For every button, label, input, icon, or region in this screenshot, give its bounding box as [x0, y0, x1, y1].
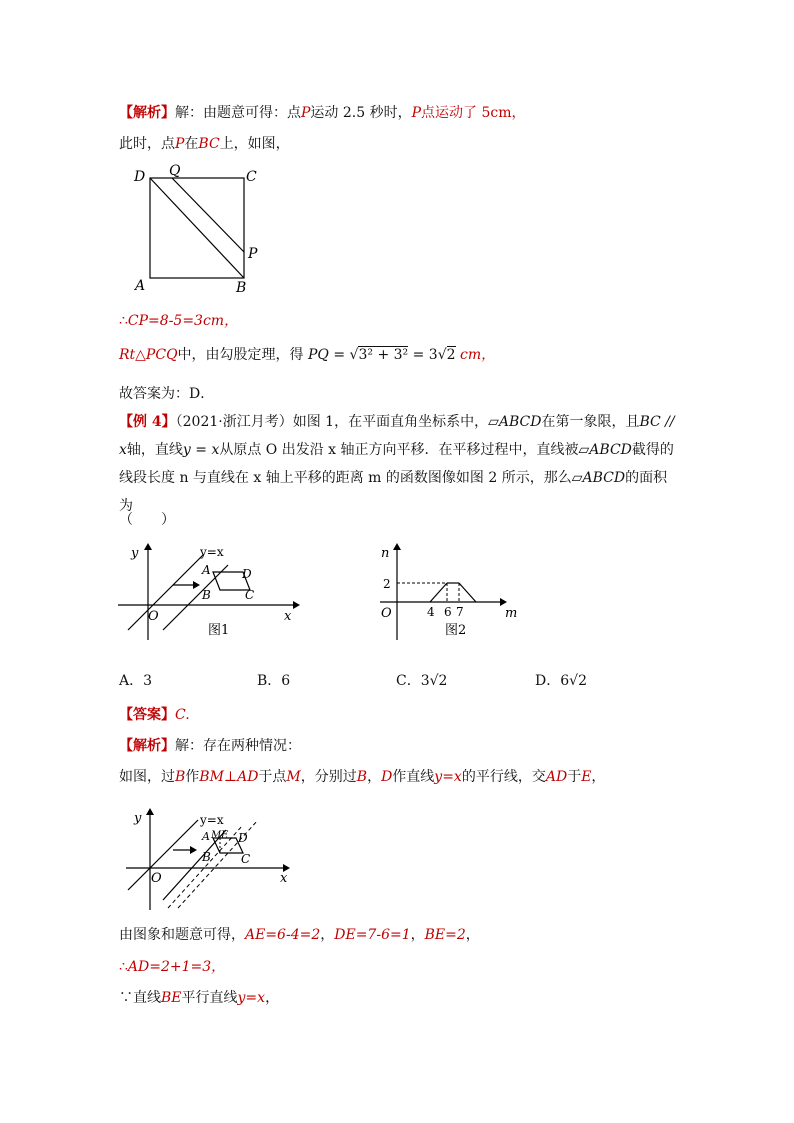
therefore-symbol: ∴	[119, 313, 128, 329]
pythag-text: 中，由勾股定理，得	[177, 347, 304, 363]
option-d-value: 6√2	[560, 673, 587, 689]
fig2-o-label: O	[381, 606, 392, 621]
fig3-a: A	[202, 830, 210, 843]
figure-1	[118, 540, 308, 650]
example-line2b: 从原点 O 出发沿 x 轴正方向平移．在平移过程中，直线被	[219, 442, 579, 458]
example-line2: 轴，直线	[126, 442, 183, 458]
line2-bc: BC	[198, 136, 220, 152]
fig3-x-label: x	[280, 871, 288, 886]
option-d[interactable]	[535, 670, 587, 690]
a2-b: B	[175, 769, 186, 785]
example-tag: 【例 4】	[119, 414, 176, 430]
line2-point-p: P	[175, 136, 185, 152]
eq-sign: =	[333, 347, 346, 363]
therefore-symbol-2: ∴	[119, 959, 128, 975]
calc5-mid: 平行直线	[181, 990, 238, 1006]
a2-yx: y=x	[434, 769, 462, 785]
because-symbol: ∵	[119, 990, 133, 1006]
fig1-a: A	[202, 563, 211, 577]
calc3-c1: ，	[320, 927, 335, 943]
calc3-c3: ，	[465, 927, 480, 943]
option-b[interactable]	[257, 670, 290, 690]
fig2-tick-4: 4	[427, 605, 435, 619]
calc-pq	[119, 345, 495, 365]
line-yx: y = x	[182, 442, 220, 458]
a2-yudian: 于点	[258, 769, 287, 785]
a2-fenbie: ，分别过	[300, 769, 357, 785]
fig2-n-label: n	[381, 546, 390, 561]
line2-pre: 此时，点	[119, 136, 175, 152]
fig1-x-label: x	[284, 609, 292, 624]
answer-value: C.	[175, 707, 190, 723]
sqrt-expr: √3² + 3²	[349, 347, 409, 363]
sqrt-two-body: 2	[446, 347, 456, 363]
calc-be-parallel	[119, 988, 279, 1008]
a2-ad: AD	[545, 769, 568, 785]
option-c-value: 3√2	[420, 673, 448, 689]
analysis2-line-2	[119, 767, 605, 787]
option-d-letter: D．	[535, 673, 561, 689]
parallelogram-3: ▱ABCD	[571, 470, 626, 486]
calc3-c2: ，	[410, 927, 425, 943]
a2-d: D	[381, 769, 393, 785]
fig3-line-label: y=x	[200, 813, 224, 827]
calc3-pre: 由图象和题意可得，	[119, 927, 245, 943]
example-source: （2021·浙江月考）	[175, 414, 293, 430]
eq-3: = 3	[412, 347, 438, 363]
example4-paragraph	[119, 408, 679, 520]
point-p: P	[301, 105, 311, 121]
fig1-caption: 图1	[208, 623, 230, 638]
fig2-tick-6: 6	[444, 605, 452, 619]
a2-zuozhixian: 作直线	[392, 769, 435, 785]
calc-ad	[119, 957, 225, 977]
analysis2-line-1	[119, 736, 301, 756]
calc5-be: BE	[161, 990, 182, 1006]
answer-tag: 【答案】	[119, 707, 175, 723]
a2-e: E	[581, 769, 592, 785]
label-b: B	[236, 280, 247, 296]
answer-line-1: 故答案为：D．	[119, 386, 215, 402]
calc3-ae: AE=6-4=2	[245, 927, 321, 943]
analysis-line-2	[119, 134, 290, 154]
unit-cm: cm，	[459, 347, 496, 363]
calc5-post: ，	[265, 990, 280, 1006]
option-a-letter: A．	[119, 673, 144, 689]
move-text: 运动 2.5 秒时，	[310, 105, 412, 121]
bc-parallel: BC // x	[119, 414, 675, 458]
a2-yu: 于	[567, 769, 582, 785]
fig2-caption: 图2	[445, 623, 467, 638]
fig1-o-label: O	[148, 609, 159, 624]
fig2-tick-7: 7	[456, 605, 464, 619]
calc-ae-de-be	[119, 925, 480, 945]
analysis2-text: 解：存在两种情况：	[175, 738, 301, 754]
calc3-be: BE=2	[424, 927, 466, 943]
a2-zuo: 作	[185, 769, 200, 785]
fig2-m-label: m	[505, 606, 518, 621]
a2-pingxing: 的平行线，交	[461, 769, 546, 785]
a2-pre: 如图，过	[119, 769, 175, 785]
option-b-letter: B．	[257, 673, 282, 689]
sqrt-two: √2	[437, 347, 456, 363]
option-c[interactable]	[396, 670, 447, 690]
label-c: C	[246, 169, 257, 185]
option-b-value: 6	[281, 673, 291, 689]
ad-text: AD=2+1=3，	[127, 959, 226, 975]
figure-3	[118, 800, 298, 915]
fig3-c: C	[241, 852, 251, 866]
option-a-value: 3	[143, 673, 153, 689]
fig1-d: D	[242, 567, 252, 581]
label-p: P	[248, 246, 258, 262]
analysis2-tag: 【解析】	[119, 738, 175, 754]
analysis-tag: 【解析】	[119, 105, 175, 121]
example-paren: （ ）	[119, 512, 175, 528]
option-c-letter: C．	[396, 673, 421, 689]
pq-label: PQ	[308, 347, 329, 363]
sqrt-body: 3² + 3²	[358, 347, 409, 363]
example-line3b: 的面积为	[119, 470, 668, 514]
fig3-d: D	[238, 831, 248, 845]
fig3-y-label: y	[134, 811, 142, 826]
fig3-e: E	[221, 830, 229, 841]
cp-text: CP=8-5=3cm，	[127, 313, 239, 329]
fig1-y-label: y	[131, 546, 139, 561]
fig3-b: B	[202, 850, 211, 864]
a2-end: ，	[591, 769, 606, 785]
fig3-o-label: O	[151, 871, 162, 886]
a2-m: M	[286, 769, 301, 785]
fig2-tick-2: 2	[383, 577, 391, 591]
answer-line-2	[119, 705, 190, 725]
calc-cp	[119, 311, 238, 331]
analysis-line-1	[119, 103, 526, 123]
parallelogram-2: ▱ABCD	[578, 442, 632, 458]
point-p-2: P	[411, 105, 422, 121]
line2-post: 上，如图，	[219, 136, 290, 152]
figure-2	[375, 540, 525, 650]
calc3-de: DE=7-6=1	[334, 927, 411, 943]
moved-text: 点运动了 5cm，	[421, 105, 526, 121]
analysis-intro: 解：由题意可得：点	[175, 105, 301, 121]
fig1-b: B	[202, 588, 211, 602]
example-line3: 段长度 n 与直线在 x 轴上平移的距离 m 的函数图像如图 2 所示，那么	[133, 470, 572, 486]
parallelogram-1: ▱ABCD	[488, 414, 542, 430]
example-line1b: 在第一象限，且	[541, 414, 640, 430]
calc5-pre: 直线	[133, 990, 161, 1006]
rt-triangle: Rt△PCQ	[119, 347, 178, 363]
example-line1: 如图 1，在平面直角坐标系中，	[292, 414, 489, 430]
label-d: D	[134, 169, 146, 185]
a2-bm: BM⊥AD	[199, 769, 259, 785]
fig1-c: C	[245, 588, 255, 602]
calc5-yx: y=x	[237, 990, 266, 1006]
line2-mid: 在	[184, 136, 199, 152]
label-a: A	[135, 278, 146, 294]
square-figure	[128, 160, 278, 300]
fig3-m: M	[211, 830, 222, 841]
label-q: Q	[169, 163, 181, 179]
a2-comma: ，	[367, 769, 382, 785]
example-line2c: 截得的线	[119, 442, 674, 486]
option-a[interactable]	[119, 670, 152, 690]
fig1-line-label: y=x	[200, 545, 224, 559]
a2-b2: B	[356, 769, 368, 785]
